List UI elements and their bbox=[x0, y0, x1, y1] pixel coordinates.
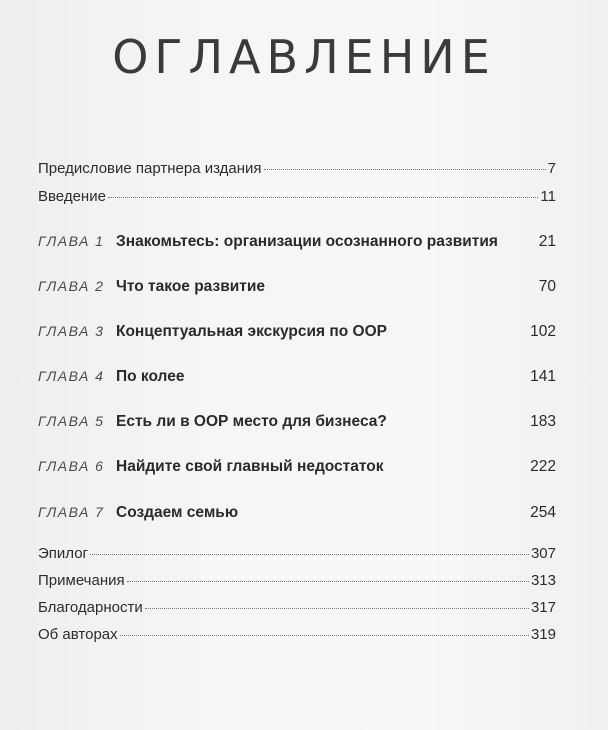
toc-entry-notes[interactable] bbox=[38, 572, 556, 589]
chapter-title: Есть ли в ООР место для бизнеса? bbox=[116, 413, 387, 430]
chapter-page: 183 bbox=[530, 413, 556, 430]
toc-chapter-2[interactable] bbox=[38, 278, 556, 296]
toc-entry-label: Благодарности bbox=[38, 599, 143, 616]
page-title: ОГЛАВЛЕНИЕ bbox=[112, 30, 496, 84]
dot-leader bbox=[264, 168, 546, 170]
toc-entry-page: 307 bbox=[530, 545, 556, 562]
dot-leader bbox=[108, 196, 539, 198]
chapter-title: По колее bbox=[116, 368, 185, 385]
dot-leader bbox=[127, 580, 529, 582]
toc-entry-label: Предисловие партнера издания bbox=[38, 160, 262, 177]
toc-entry-page: 317 bbox=[530, 599, 556, 616]
dot-leader bbox=[145, 607, 529, 609]
toc-entry-label: Об авторах bbox=[38, 626, 118, 643]
chapter-title: Знакомьтесь: организации осознанного развития bbox=[116, 233, 498, 250]
dot-leader bbox=[90, 553, 529, 555]
toc-entry-foreword[interactable] bbox=[38, 160, 556, 177]
toc-entry-introduction[interactable] bbox=[38, 188, 556, 205]
chapter-page: 70 bbox=[538, 278, 556, 295]
toc-chapter-3[interactable] bbox=[38, 323, 556, 341]
toc-chapter-6[interactable] bbox=[38, 458, 556, 476]
toc-entry-label: Примечания bbox=[38, 572, 125, 589]
toc-chapter-4[interactable] bbox=[38, 368, 556, 386]
toc-entry-page: 313 bbox=[530, 572, 556, 589]
chapter-page: 21 bbox=[538, 233, 556, 250]
toc-entry-label: Эпилог bbox=[38, 545, 89, 562]
chapter-page: 222 bbox=[530, 458, 556, 475]
chapter-number: ГЛАВА 2 bbox=[38, 278, 105, 294]
chapter-title: Что такое развитие bbox=[116, 278, 265, 295]
toc-entry-page: 7 bbox=[547, 160, 556, 177]
chapter-number: ГЛАВА 5 bbox=[38, 413, 105, 429]
chapter-title: Найдите свой главный недостаток bbox=[116, 458, 384, 475]
chapter-number: ГЛАВА 4 bbox=[38, 368, 105, 384]
chapter-number: ГЛАВА 1 bbox=[38, 233, 105, 249]
chapter-number: ГЛАВА 6 bbox=[38, 458, 105, 474]
chapter-title: Концептуальная экскурсия по ООР bbox=[116, 323, 387, 340]
chapter-number: ГЛАВА 3 bbox=[38, 323, 105, 339]
chapter-page: 254 bbox=[530, 504, 556, 521]
chapter-page: 102 bbox=[530, 323, 556, 340]
toc-entry-page: 11 bbox=[540, 188, 556, 205]
toc-entry-label: Введение bbox=[38, 188, 106, 205]
toc-entry-epilogue[interactable] bbox=[38, 545, 556, 562]
toc-entry-acknowledgements[interactable] bbox=[38, 599, 556, 616]
toc-entry-about-authors[interactable] bbox=[38, 626, 556, 643]
chapter-number: ГЛАВА 7 bbox=[38, 504, 105, 520]
chapter-title: Создаем семью bbox=[116, 504, 239, 521]
chapter-page: 141 bbox=[530, 368, 556, 385]
toc-chapter-7[interactable] bbox=[38, 504, 556, 522]
dot-leader bbox=[120, 634, 529, 636]
toc-entry-page: 319 bbox=[530, 626, 556, 643]
toc-chapter-5[interactable] bbox=[38, 413, 556, 431]
toc-chapter-1[interactable] bbox=[38, 233, 556, 251]
